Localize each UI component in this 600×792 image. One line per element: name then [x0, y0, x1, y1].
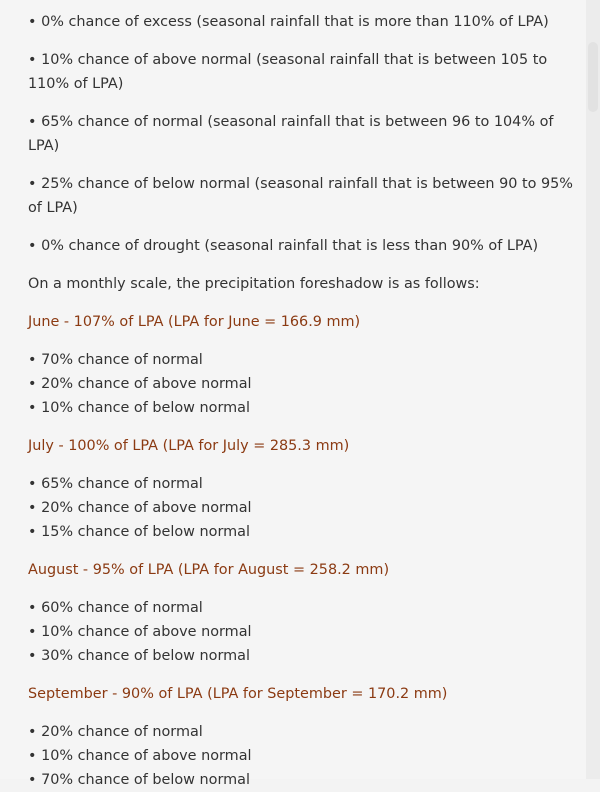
september-heading: September - 90% of LPA (LPA for September = 170.2 mm) [28, 686, 448, 702]
list-item: • 10% chance of below normal [28, 400, 250, 416]
list-item: • 20% chance of normal [28, 724, 203, 740]
august-list [28, 596, 580, 668]
july-list [28, 472, 580, 544]
forecast-point-below-normal: • 25% chance of below normal (seasonal rainfall that is between 90 to 95% of LPA) [28, 176, 573, 216]
monthly-intro: On a monthly scale, the precipitation foreshadow is as follows: [28, 276, 480, 292]
forecast-point-excess: • 0% chance of excess (seasonal rainfall that is more than 110% of LPA) [28, 14, 549, 30]
list-item: • 70% chance of below normal [28, 772, 250, 788]
list-item: • 10% chance of above normal [28, 748, 252, 764]
scrollbar-thumb[interactable] [588, 42, 598, 112]
list-item: • 65% chance of normal [28, 476, 203, 492]
forecast-point-normal: • 65% chance of normal (seasonal rainfall that is between 96 to 104% of LPA) [28, 114, 554, 154]
forecast-point-drought: • 0% chance of drought (seasonal rainfall that is less than 90% of LPA) [28, 238, 539, 254]
list-item: • 15% chance of below normal [28, 524, 250, 540]
august-heading: August - 95% of LPA (LPA for August = 258.2 mm) [28, 562, 390, 578]
list-item: • 30% chance of below normal [28, 648, 250, 664]
article-content [28, 10, 580, 792]
list-item: • 60% chance of normal [28, 600, 203, 616]
forecast-point-above-normal: • 10% chance of above normal (seasonal rainfall that is between 105 to 110% of LPA) [28, 52, 548, 92]
list-item: • 20% chance of above normal [28, 376, 252, 392]
june-heading: June - 107% of LPA (LPA for June = 166.9 mm) [28, 314, 361, 330]
july-heading: July - 100% of LPA (LPA for July = 285.3 mm) [28, 438, 350, 454]
june-list [28, 348, 580, 420]
list-item: • 70% chance of normal [28, 352, 203, 368]
list-item: • 10% chance of above normal [28, 624, 252, 640]
list-item: • 20% chance of above normal [28, 500, 252, 516]
scrollbar-track[interactable] [586, 0, 600, 779]
september-list [28, 720, 580, 792]
